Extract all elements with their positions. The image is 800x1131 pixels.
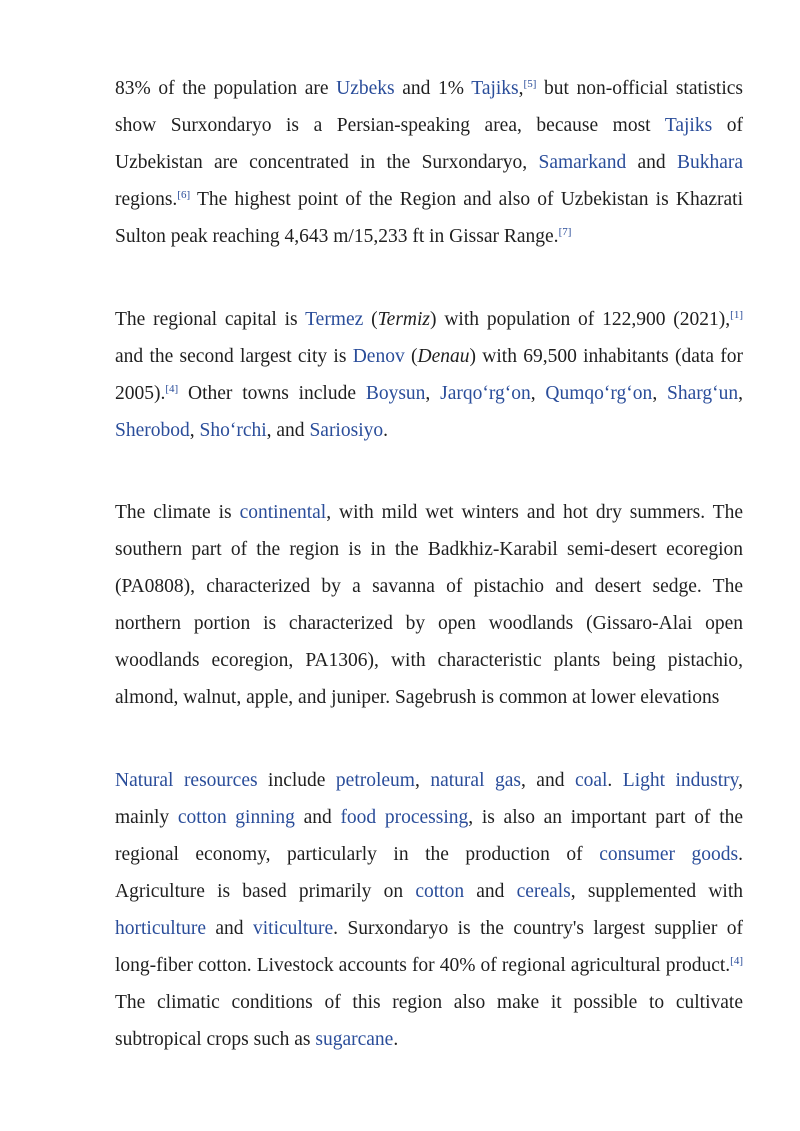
text: , bbox=[530, 383, 546, 404]
citation-link[interactable]: [6] bbox=[177, 189, 191, 201]
text: The climatic conditions of this region also make it possible to cultivate subtropical crops such as bbox=[115, 992, 743, 1050]
text: ( bbox=[404, 346, 418, 367]
text: The regional capital is bbox=[115, 309, 306, 330]
citation-7[interactable] bbox=[559, 226, 572, 238]
link-cotton-ginning[interactable]: cotton ginning bbox=[177, 807, 295, 828]
text: , bbox=[738, 383, 744, 404]
text: , mainly bbox=[115, 770, 744, 828]
text: . Surxondaryo is the country's largest supplier of long-fiber cotton. Livestock accounts for 40% of regional agricultural product. bbox=[115, 918, 743, 976]
link-cereals[interactable]: cereals bbox=[516, 881, 571, 902]
link-horticulture[interactable]: horticulture bbox=[115, 918, 206, 939]
text: and bbox=[626, 152, 677, 173]
text: and bbox=[294, 807, 341, 828]
text: , bbox=[518, 78, 524, 99]
text: , and bbox=[520, 770, 575, 791]
citation-link[interactable]: [4] bbox=[165, 383, 179, 395]
text: ( bbox=[363, 309, 378, 330]
link-continental[interactable]: continental bbox=[239, 502, 327, 523]
citation-6[interactable] bbox=[177, 189, 190, 201]
link-sariosiyo[interactable]: Sariosiyo bbox=[309, 420, 384, 441]
text: ) with population of 122,900 (2021), bbox=[430, 309, 731, 330]
paragraph-economy bbox=[115, 762, 743, 1058]
link-natural-resources[interactable]: Natural resources bbox=[115, 770, 258, 791]
text: , bbox=[425, 383, 441, 404]
link-natural-gas[interactable]: natural gas bbox=[430, 770, 521, 791]
link-shorchi[interactable]: Sho‘rchi bbox=[199, 420, 267, 441]
text: and 1% bbox=[394, 78, 472, 99]
text: . Agriculture is based primarily on bbox=[115, 844, 743, 902]
link-food-processing[interactable]: food processing bbox=[340, 807, 469, 828]
link-denov[interactable]: Denov bbox=[352, 346, 405, 367]
text: . bbox=[383, 420, 388, 441]
citation-5[interactable] bbox=[524, 78, 537, 90]
text: , supplemented with bbox=[570, 881, 743, 902]
citation-link[interactable]: [1] bbox=[730, 309, 743, 321]
link-light-industry[interactable]: Light industry bbox=[622, 770, 739, 791]
italic-denau: Denau bbox=[417, 346, 470, 367]
link-viticulture[interactable]: viticulture bbox=[253, 918, 334, 939]
text: but non-official statistics show Surxondaryo is a Persian-speaking area, because most bbox=[115, 78, 743, 136]
link-tajiks[interactable]: Tajiks bbox=[664, 115, 713, 136]
paragraph-demographics bbox=[115, 70, 743, 255]
text: and bbox=[464, 881, 517, 902]
text: . bbox=[607, 770, 623, 791]
text: , and bbox=[266, 420, 310, 441]
italic-termiz: Termiz bbox=[377, 309, 431, 330]
citation-link[interactable]: [4] bbox=[730, 955, 743, 967]
link-sherobod[interactable]: Sherobod bbox=[115, 420, 190, 441]
link-coal[interactable]: coal bbox=[574, 770, 608, 791]
link-qumqorgon[interactable]: Qumqo‘rg‘on bbox=[545, 383, 653, 404]
text: and the second largest city is bbox=[115, 346, 353, 367]
text: , bbox=[414, 770, 431, 791]
citation-4[interactable] bbox=[165, 383, 178, 395]
citation-link[interactable]: [7] bbox=[558, 226, 572, 238]
link-samarkand[interactable]: Samarkand bbox=[538, 152, 627, 173]
link-petroleum[interactable]: petroleum bbox=[335, 770, 415, 791]
text: 83% of the population are bbox=[115, 78, 337, 99]
text: The climate is bbox=[115, 502, 240, 523]
link-jarqorgon[interactable]: Jarqo‘rg‘on bbox=[440, 383, 531, 404]
text: Other towns include bbox=[178, 383, 366, 404]
paragraph-cities bbox=[115, 301, 743, 449]
paragraph-climate bbox=[115, 494, 743, 716]
citation-1[interactable] bbox=[730, 309, 743, 321]
text: , is also an important part of the regional economy, particularly in the production of bbox=[115, 807, 744, 865]
text: include bbox=[257, 770, 336, 791]
text: , with mild wet winters and hot dry summers. The southern part of the region is in the Badkhiz-Karabil semi-desert ecoregion (PA0808), characterized by a savanna of pistachio and desert sedge. The northern portion is characterized by open woodlands (Gissaro-Alai open woodlands ecoregion, PA1306), with characteristic plants being pistachio, almond, walnut, apple, and juniper. Sagebrush is common at lower elevations bbox=[115, 502, 743, 708]
text: , bbox=[189, 420, 200, 441]
text: ) with 69,500 inhabitants (data for 2005). bbox=[115, 346, 743, 404]
citation-link[interactable]: [5] bbox=[523, 78, 537, 90]
link-consumer-goods[interactable]: consumer goods bbox=[599, 844, 739, 865]
link-uzbeks[interactable]: Uzbeks bbox=[336, 78, 395, 99]
text: of Uzbekistan are concentrated in the Surxondaryo, bbox=[115, 115, 743, 173]
text: and bbox=[205, 918, 253, 939]
text: , bbox=[652, 383, 667, 404]
link-cotton[interactable]: cotton bbox=[415, 881, 465, 902]
text: . bbox=[393, 1029, 399, 1050]
link-tajiks[interactable]: Tajiks bbox=[471, 78, 519, 99]
link-sugarcane[interactable]: sugarcane bbox=[315, 1029, 394, 1050]
link-bukhara[interactable]: Bukhara bbox=[676, 152, 743, 173]
citation-4[interactable] bbox=[730, 955, 743, 967]
link-shargun[interactable]: Sharg‘un bbox=[667, 383, 739, 404]
text: regions. bbox=[115, 189, 178, 210]
text: The highest point of the Region and also of Uzbekistan is Khazrati Sulton peak reaching 4,643 m/15,233 ft in Gissar Range. bbox=[115, 189, 743, 247]
link-boysun[interactable]: Boysun bbox=[365, 383, 426, 404]
link-termez[interactable]: Termez bbox=[305, 309, 364, 330]
